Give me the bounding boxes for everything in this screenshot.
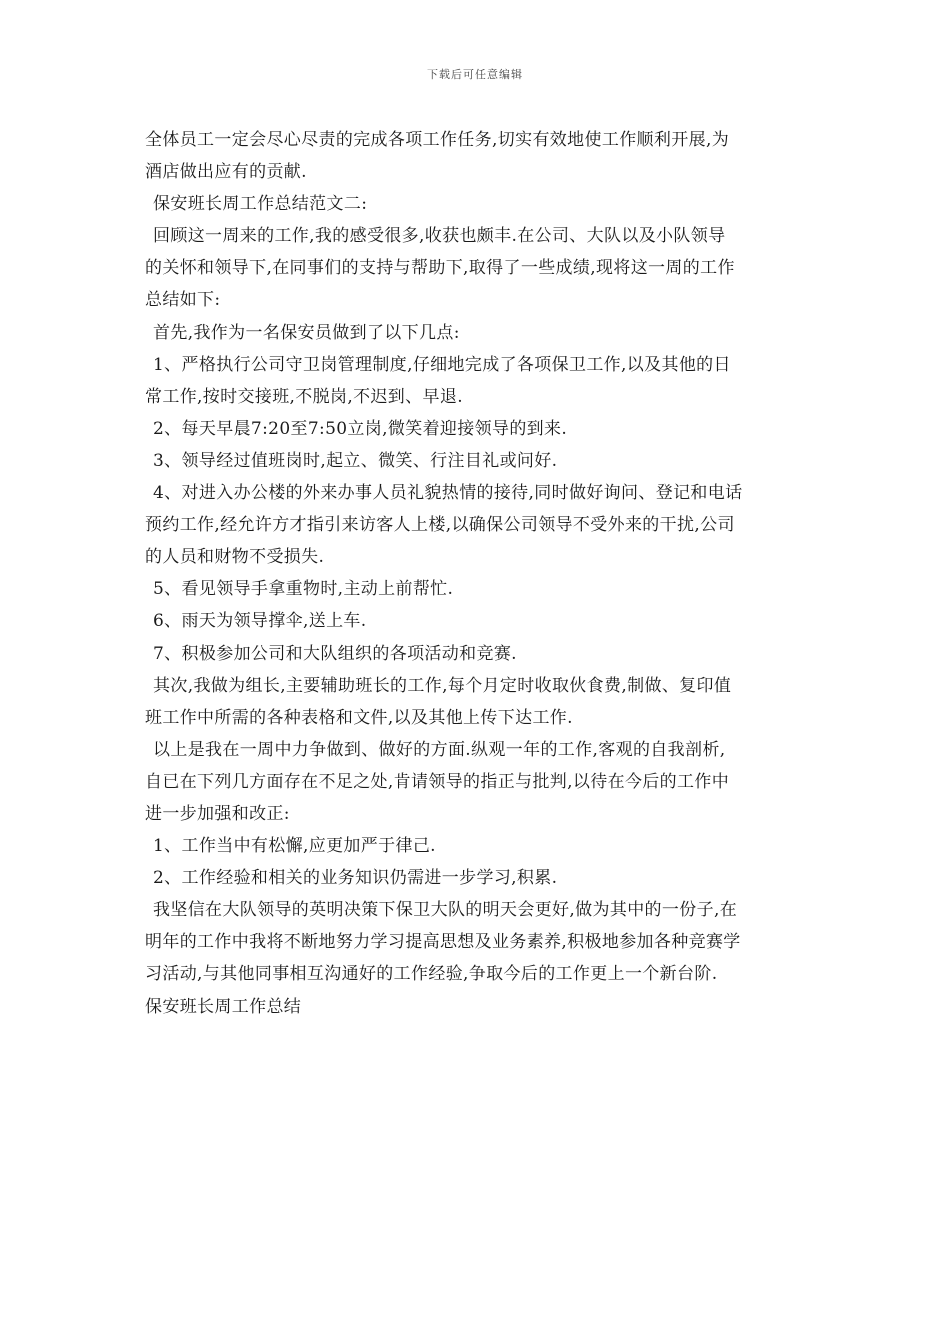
text-line: 习活动,与其他同事相互沟通好的工作经验,争取今后的工作更上一个新台阶. (145, 964, 718, 985)
text-line: 7、积极参加公司和大队组织的各项活动和竞赛. (153, 643, 517, 664)
text-line: 1、严格执行公司守卫岗管理制度,仔细地完成了各项保卫工作,以及其他的日 (153, 354, 731, 375)
text-line: 我坚信在大队领导的英明决策下保卫大队的明天会更好,做为其中的一份子,在 (153, 900, 738, 921)
text-line: 自已在下列几方面存在不足之处,肯请领导的指正与批判,以待在今后的工作中 (145, 771, 730, 792)
text-line: 总结如下: (145, 290, 221, 311)
text-line: 回顾这一周来的工作,我的感受很多,收获也颇丰.在公司、大队以及小队领导 (153, 226, 726, 247)
text-line: 以上是我在一周中力争做到、做好的方面.纵观一年的工作,客观的自我剖析, (153, 739, 726, 760)
text-line: 预约工作,经允许方才指引来访客人上楼,以确保公司领导不受外来的干扰,公司 (145, 515, 735, 536)
text-line: 其次,我做为组长,主要辅助班长的工作,每个月定时收取伙食费,制做、复印值 (153, 675, 732, 696)
text-line: 酒店做出应有的贡献. (145, 162, 307, 183)
header-note: 下载后可任意编辑 (427, 68, 523, 81)
text-line: 5、看见领导手拿重物时,主动上前帮忙. (153, 579, 454, 600)
text-line: 保安班长周工作总结 (145, 996, 302, 1017)
text-line: 3、领导经过值班岗时,起立、微笑、行注目礼或问好. (153, 450, 558, 471)
text-line: 的人员和财物不受损失. (145, 547, 325, 568)
text-line: 保安班长周工作总结范文二: (153, 194, 368, 215)
text-line: 进一步加强和改正: (145, 803, 290, 824)
text-line: 首先,我作为一名保安员做到了以下几点: (153, 322, 460, 343)
text-line: 常工作,按时交接班,不脱岗,不迟到、早退. (145, 386, 463, 407)
text-line: 1、工作当中有松懈,应更加严于律己. (153, 836, 436, 857)
text-line: 班工作中所需的各种表格和文件,以及其他上传下达工作. (145, 707, 573, 728)
text-line: 6、雨天为领导撑伞,送上车. (153, 611, 367, 632)
text-line: 2、每天早晨7:20至7:50立岗,微笑着迎接领导的到来. (153, 418, 568, 439)
text-line: 2、工作经验和相关的业务知识仍需进一步学习,积累. (153, 868, 558, 889)
text-line: 明年的工作中我将不断地努力学习提高思想及业务素养,积极地参加各种竞赛学 (145, 932, 741, 953)
text-line: 的关怀和领导下,在同事们的支持与帮助下,取得了一些成绩,现将这一周的工作 (145, 258, 735, 279)
text-line: 全体员工一定会尽心尽责的完成各项工作任务,切实有效地使工作顺利开展,为 (145, 130, 730, 150)
document-body (145, 124, 815, 1023)
text-line: 4、对进入办公楼的外来办事人员礼貌热情的接待,同时做好询问、登记和电话 (153, 483, 743, 504)
